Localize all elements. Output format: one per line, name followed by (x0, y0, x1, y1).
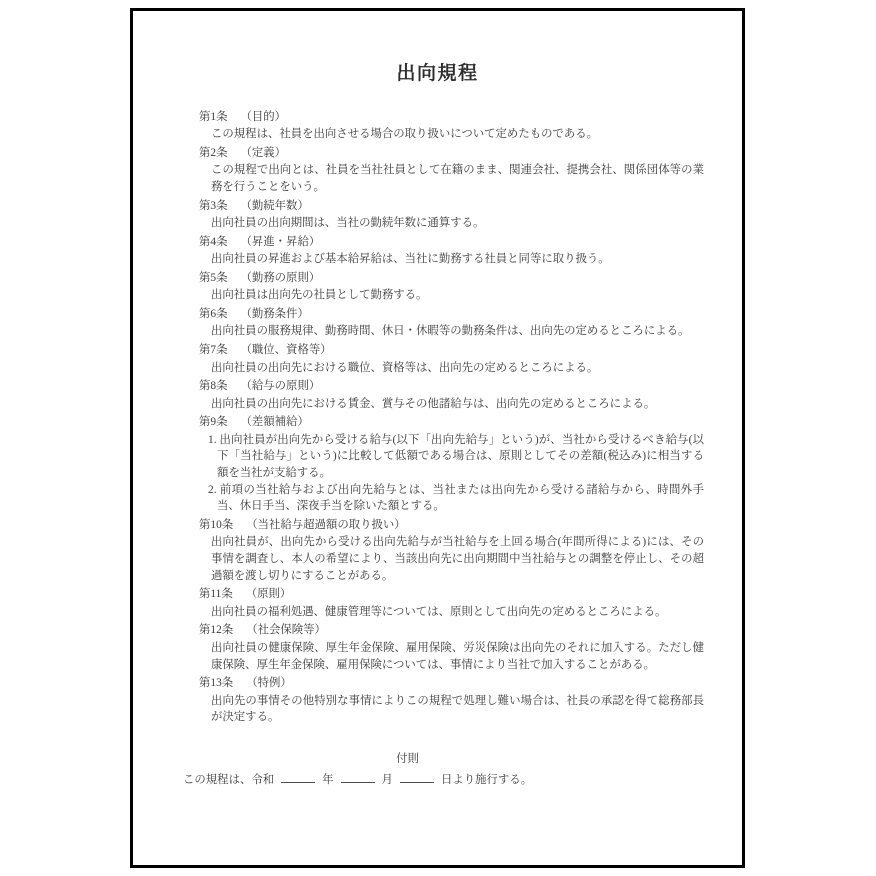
article-caption: （職位、資格等） (240, 344, 332, 357)
article-6 (167, 305, 708, 340)
article-caption: （定義） (240, 146, 287, 159)
article-number: 第11条 (199, 588, 233, 601)
article-2 (167, 144, 708, 196)
article-body: 出向社員が、出向先から受ける出向先給与が当社給与を上回る場合(年間所得による)には、その事情を調査し、本人の希望により、当該出向先に出向期間中当社給与との調整を停止し、その超過額を渡し切りにすることがある。 (211, 536, 704, 582)
article-heading (167, 621, 708, 639)
article-8 (167, 377, 708, 412)
article-number: 第9条 (199, 416, 228, 429)
article-number: 第12条 (199, 624, 234, 637)
article-body: 出向社員の出向先における職位、資格等は、出向先の定めるところによる。 (211, 361, 599, 374)
supplement-heading: 付則 (396, 752, 419, 765)
month-unit-label: 月 (381, 773, 393, 786)
year-blank-field[interactable] (281, 771, 315, 783)
article-caption: （当社給与超過額の取り扱い） (246, 518, 406, 531)
article-heading (167, 516, 708, 534)
article-number: 第8条 (199, 380, 228, 393)
supplementary-provisions (167, 752, 708, 789)
article-body: 出向社員の服務規律、勤務時間、休日・休暇等の勤務条件は、出向先の定めるところによる。 (211, 325, 690, 338)
document-page (130, 8, 745, 868)
article-12 (167, 621, 708, 673)
article-number: 第6条 (199, 307, 228, 320)
article-caption: （目的） (240, 110, 287, 123)
page-content-area (133, 11, 742, 865)
article-7 (167, 341, 708, 376)
article-heading (167, 305, 708, 323)
year-unit-label: 年 (322, 773, 334, 786)
article-caption: （特例） (246, 677, 292, 690)
article-heading (167, 413, 708, 431)
article-body: 出向社員の健康保険、厚生年金保険、雇用保険、労災保険は出向先のそれに加入する。ただし健康保険、厚生年金保険、雇用保険については、事情により当社で加入することがある。 (211, 641, 704, 671)
article-heading (167, 674, 708, 692)
article-heading (167, 377, 708, 395)
article-body: 出向社員の出向期間は、当社の勤続年数に通算する。 (211, 217, 485, 230)
article-4 (167, 233, 708, 268)
article-3 (167, 197, 708, 232)
article-body: 出向先の事情その他特別な事情によりこの規程で処理し難い場合は、社長の承認を得て総務部長が決定する。 (211, 694, 704, 724)
article-number: 第5条 (199, 271, 228, 284)
article-item: 1. 出向社員が出向先から受ける給与(以下「出向先給与」という)が、当社から受けるべき給与(以下「当社給与」という)に比較して低額である場合は、原則としてその差額(税込み)に相当する額を当社が支給する。 (208, 433, 704, 480)
article-number: 第1条 (199, 110, 228, 123)
article-list (167, 108, 708, 726)
article-body: 出向社員の昇進および基本給昇給は、当社に勤務する社員と同等に取り扱う。 (211, 253, 610, 266)
article-number: 第4条 (199, 235, 228, 248)
article-body: この規程で出向とは、社員を当社社員として在籍のまま、関連会社、提携会社、関係団体等の業務を行うことをいう。 (211, 164, 704, 194)
article-11 (167, 585, 708, 620)
article-13 (167, 674, 708, 726)
article-caption: （原則） (245, 588, 292, 601)
article-caption: （社会保険等） (246, 624, 326, 637)
article-number: 第10条 (199, 518, 234, 531)
article-heading (167, 269, 708, 287)
article-caption: （勤務条件） (240, 307, 309, 320)
article-number: 第7条 (199, 344, 228, 357)
article-number: 第3条 (199, 199, 228, 212)
article-heading (167, 585, 708, 603)
article-body: 出向社員の出向先における賃金、賞与その他諸給与は、出向先の定めるところによる。 (211, 397, 656, 410)
article-9 (167, 413, 708, 515)
article-caption: （給与の原則） (240, 380, 321, 393)
article-heading (167, 108, 708, 126)
article-body: この規程は、社員を出向させる場合の取り扱いについて定めたものである。 (211, 128, 599, 141)
article-1 (167, 108, 708, 143)
article-body: 出向社員の福利処遇、健康管理等については、原則として出向先の定めるところによる。 (211, 605, 667, 618)
effective-date-line (167, 771, 708, 789)
page-title: 出向規程 (396, 63, 479, 84)
article-item: 2. 前項の当社給与および出向先給与とは、当社または出向先から受ける諸給与から、時間外手当、休日手当、深夜手当を除いた額とする。 (208, 483, 704, 513)
article-heading (167, 341, 708, 359)
day-blank-field[interactable] (400, 771, 434, 783)
article-body: 出向社員は出向先の社員として勤務する。 (211, 289, 428, 302)
day-unit-label: 日より施行する。 (440, 773, 533, 786)
article-heading (167, 197, 708, 215)
article-heading (167, 233, 708, 251)
article-number: 第2条 (199, 146, 228, 159)
article-caption: （勤務の原則） (240, 271, 321, 284)
article-heading (167, 144, 708, 162)
article-10 (167, 516, 708, 584)
article-number: 第13条 (199, 677, 234, 690)
article-caption: （差額補給） (240, 416, 309, 429)
article-5 (167, 269, 708, 304)
effective-date-lead: この規程は、令和 (183, 773, 275, 786)
article-caption: （昇進・昇給） (240, 235, 321, 248)
month-blank-field[interactable] (341, 771, 375, 783)
article-caption: （勤続年数） (240, 199, 309, 212)
